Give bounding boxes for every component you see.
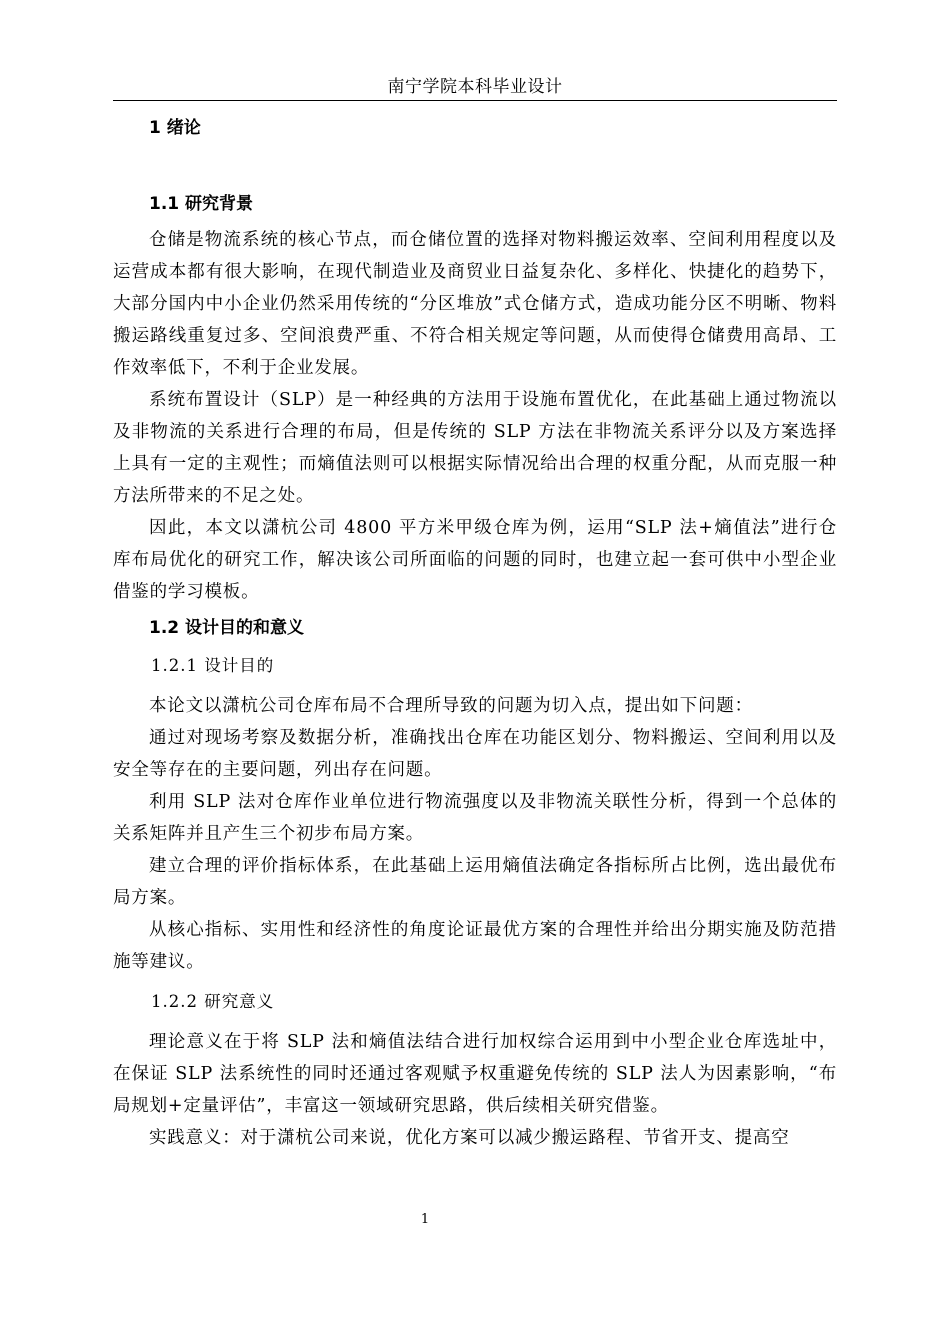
body-paragraph: 理论意义在于将 SLP 法和熵值法结合进行加权综合运用到中小型企业仓库选址中，在保证 SLP 法系统性的同时还通过客观赋予权重避免传统的 SLP 法人为因素影响，“布局规划+定量评估”，丰富这一领域研究思路，供后续相关研究借鉴。 bbox=[113, 1032, 837, 1116]
section-heading-1-2: 1.2 设计目的和意义 bbox=[149, 618, 305, 638]
subsection-heading-1-2-2: 1.2.2 研究意义 bbox=[151, 992, 275, 1011]
body-paragraph: 本论文以潇杭公司仓库布局不合理所导致的问题为切入点，提出如下问题： bbox=[149, 696, 753, 716]
page-body bbox=[113, 114, 837, 1154]
chapter-heading: 1 绪论 bbox=[149, 118, 201, 138]
body-paragraph: 通过对现场考察及数据分析，准确找出仓库在功能区划分、物料搬运、空间利用以及安全等存在的主要问题，列出存在问题。 bbox=[113, 728, 837, 780]
body-paragraph: 建立合理的评价指标体系，在此基础上运用熵值法确定各指标所占比例，选出最优布局方案。 bbox=[113, 856, 837, 908]
page-number: 1 bbox=[420, 1212, 430, 1227]
page-header-rule bbox=[113, 100, 837, 101]
body-paragraph: 从核心指标、实用性和经济性的角度论证最优方案的合理性并给出分期实施及防范措施等建议。 bbox=[113, 920, 837, 972]
body-paragraph: 因此，本文以潇杭公司 4800 平方米甲级仓库为例，运用“SLP 法+熵值法”进行仓库布局优化的研究工作，解决该公司所面临的问题的同时，也建立起一套可供中小型企业借鉴的学习模板。 bbox=[113, 518, 837, 602]
page-header-title: 南宁学院本科毕业设计 bbox=[387, 77, 563, 97]
section-heading-1-1: 1.1 研究背景 bbox=[149, 194, 254, 214]
body-paragraph: 仓储是物流系统的核心节点，而仓储位置的选择对物料搬运效率、空间利用程度以及运营成本都有很大影响，在现代制造业及商贸业日益复杂化、多样化、快捷化的趋势下，大部分国内中小企业仍然采用传统的“分区堆放”式仓储方式，造成功能分区不明晰、物料搬运路线重复过多、空间浪费严重、不符合相关规定等问题，从而使得仓储费用高昂、工作效率低下，不利于企业发展。 bbox=[113, 230, 837, 378]
subsection-heading-1-2-1: 1.2.1 设计目的 bbox=[151, 656, 275, 675]
body-paragraph: 系统布置设计（SLP）是一种经典的方法用于设施布置优化，在此基础上通过物流以及非物流的关系进行合理的布局，但是传统的 SLP 方法在非物流关系评分以及方案选择上具有一定的主观性；而熵值法则可以根据实际情况给出合理的权重分配，从而克服一种方法所带来的不足之处。 bbox=[113, 390, 837, 506]
body-paragraph: 实践意义：对于潇杭公司来说，优化方案可以减少搬运路程、节省开支、提高空 bbox=[149, 1128, 790, 1148]
body-paragraph: 利用 SLP 法对仓库作业单位进行物流强度以及非物流关联性分析，得到一个总体的关系矩阵并且产生三个初步布局方案。 bbox=[113, 792, 837, 844]
